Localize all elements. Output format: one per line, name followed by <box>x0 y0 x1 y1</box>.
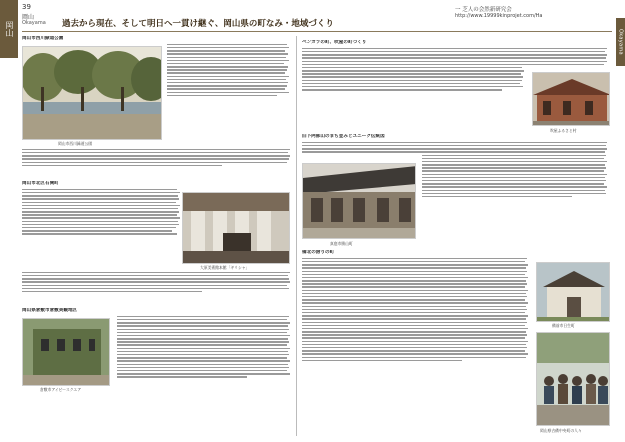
photo-caption: 岡山県吉備中央町の人々 <box>540 428 582 433</box>
association-name: 一 芝人の会然新研究会 <box>455 7 512 13</box>
page-title: 過去から現在、そして明日へ一貫け継ぐ、岡山県の町なみ・地域づくり <box>62 19 334 29</box>
region-roman-label: Okayama <box>22 20 46 26</box>
section-title: 旧下阿部山のまち並みとユニーク伝統図 <box>302 134 385 139</box>
region-side-tab: 岡山 <box>0 0 18 58</box>
page-number: 39 <box>22 3 31 11</box>
section-body <box>167 44 292 96</box>
park-photo <box>22 46 162 140</box>
section-title: 岡山県倉敷市倉敷美観地区 <box>22 308 78 313</box>
photo-caption: 備前市日生町 <box>552 323 575 328</box>
column-divider <box>296 36 297 436</box>
fukiya-village-photo <box>532 72 610 126</box>
section-body <box>22 147 292 183</box>
section-title: 備北の誇りの町 <box>302 250 335 255</box>
interior-photo <box>182 192 290 264</box>
photo-caption: 吹屋ふるさと村 <box>550 128 577 133</box>
group-photo <box>536 332 610 426</box>
association-url[interactable]: http://www.19999kinprojet.com/Ha <box>455 13 543 19</box>
section-body <box>22 270 292 310</box>
section-body <box>302 258 530 361</box>
hinase-house-photo <box>536 262 610 322</box>
photo-caption: 岡山市西川緑道公園 <box>58 141 93 146</box>
photo-caption: 倉敷市アイビースクエア <box>40 387 82 392</box>
region-label: 岡山 <box>22 14 35 21</box>
section-title: 岡山市北区石関町 <box>22 181 59 186</box>
header-rule <box>22 31 612 32</box>
photo-caption: 真庭市勝山町 <box>330 241 353 246</box>
section-body <box>117 316 292 378</box>
section-body <box>22 189 182 235</box>
photo-caption: 大原美術館本館「ギリシャ」 <box>200 265 250 270</box>
region-side-tab-right: Okayama <box>616 18 625 66</box>
section-title: 岡山市西川緑道公園 <box>22 36 64 41</box>
katsuyama-street-photo <box>302 163 416 239</box>
section-title: ベンガラの町、吹屋の町づくり <box>302 40 367 45</box>
ivy-building-photo <box>22 318 110 386</box>
